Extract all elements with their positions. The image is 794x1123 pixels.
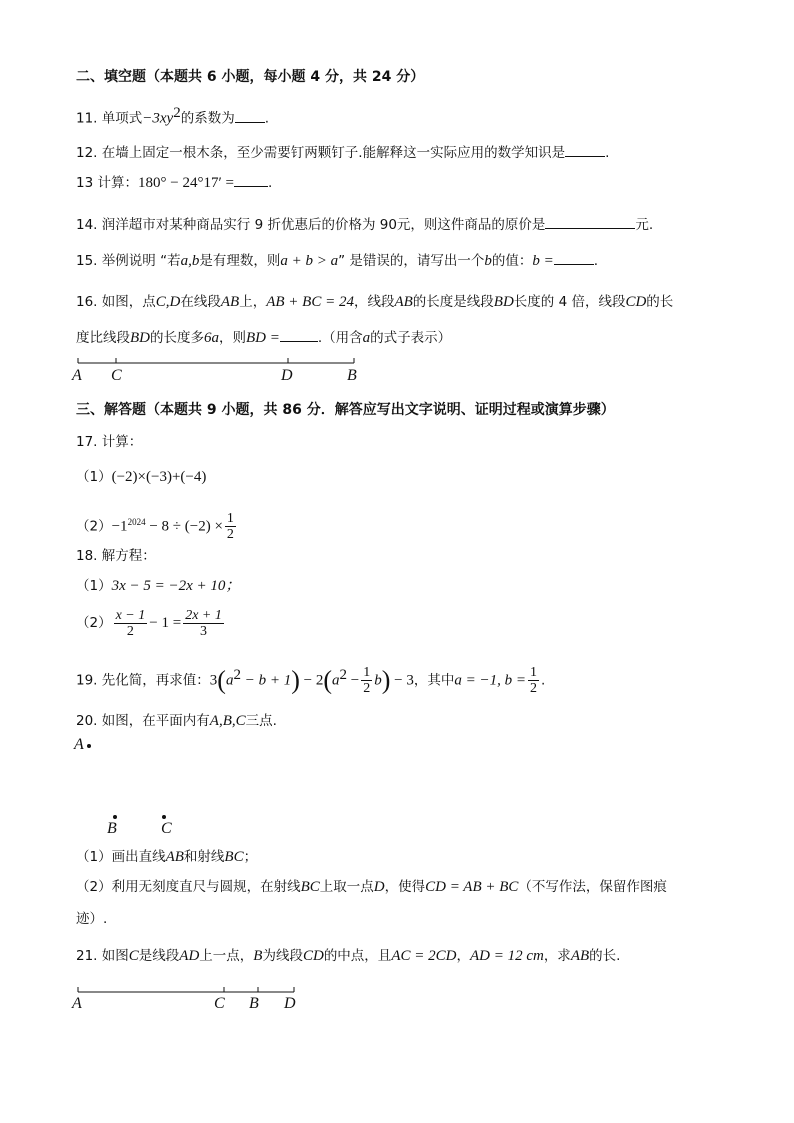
- q20-p2-text: 上取一点: [319, 879, 374, 895]
- left-paren: (: [323, 665, 333, 695]
- q13-number: 13: [76, 175, 94, 191]
- q19-cond-fraction: [528, 665, 539, 696]
- q21-point-c: C: [128, 948, 139, 964]
- q15-text-a: 举例说明 “若: [101, 253, 181, 269]
- q16-segment-ab: AB: [220, 294, 240, 310]
- q17-p2-a: −1: [111, 518, 128, 535]
- q12-number: 12.: [76, 145, 98, 161]
- question-18: [76, 547, 156, 565]
- q17-text: 计算：: [101, 434, 143, 450]
- fraction-denominator: 2: [126, 623, 134, 639]
- q11-text-b: 的系数为: [180, 110, 235, 127]
- q15-text-b: 是有理数，则: [199, 253, 281, 269]
- q17-part-1: [76, 468, 206, 486]
- q21-text: 的中点，且: [323, 948, 392, 964]
- q16-text: 的长度多: [150, 330, 204, 346]
- q11-number: 11.: [76, 110, 98, 127]
- question-17: [76, 433, 142, 451]
- q14-number: 14.: [76, 217, 98, 233]
- q17-p2-exp: 2024: [127, 517, 146, 527]
- q19-tail: .: [541, 672, 546, 689]
- q15-var-b: b: [484, 253, 492, 269]
- q14-text: 润洋超市对某种商品实行 9 折优惠后的价格为 90元，则这件商品的原价是: [101, 217, 546, 233]
- fraction-numerator: 1: [226, 511, 234, 526]
- q21-label-a: A: [72, 995, 82, 1012]
- q16-points-cd: C,D: [155, 294, 181, 310]
- section-3-title: 三、解答题（本题共 9 小题，共 86 分．解答应写出文字说明、证明过程或演算步骤）: [76, 402, 615, 418]
- q19-fraction: [361, 665, 372, 696]
- q16-text: .（用含: [317, 330, 363, 346]
- q17-number: 17.: [76, 434, 98, 450]
- q16-var-a: a: [362, 330, 371, 346]
- q19-exp: 2: [339, 667, 348, 683]
- q11-text-a: 单项式: [101, 110, 143, 127]
- q19-text: 先化简，再求值：: [101, 672, 210, 689]
- q20-line-ab: AB: [165, 849, 184, 865]
- q20-point-d: D: [373, 879, 385, 895]
- q13-expr: 180° − 24°17′ =: [137, 175, 234, 191]
- q16-segment-bd: BD: [130, 330, 150, 346]
- q16-text: 度比线段: [76, 330, 130, 346]
- q19-coef: 3: [209, 672, 218, 689]
- q20-p2-text: ，使得: [384, 879, 426, 895]
- q20-point-b: [113, 815, 117, 819]
- q17-p2-b: − 8 ÷ (−2) ×: [145, 518, 223, 535]
- q18-mid: − 1 =: [149, 615, 182, 631]
- q21-text: 为线段: [262, 948, 303, 964]
- q11-blank[interactable]: [235, 108, 265, 123]
- q16-text: 上，: [239, 294, 267, 310]
- question-16-line-2: [76, 327, 451, 347]
- q13-text: 计算：: [97, 175, 138, 191]
- q17-p2-label: （2）: [76, 518, 112, 535]
- question-14: [76, 214, 653, 234]
- q11-tail: .: [264, 110, 270, 127]
- q19-number: 19.: [76, 672, 98, 689]
- fraction-denominator: 2: [363, 681, 371, 696]
- q18-part-2: [76, 605, 226, 641]
- q20-label-a: A: [74, 736, 84, 753]
- q19-exp: 2: [233, 667, 241, 683]
- q11-expr: −3xy: [142, 110, 174, 127]
- q21-segment-figure: [74, 984, 304, 1000]
- q20-ray-bc: BC: [224, 849, 244, 865]
- q20-label-b: B: [107, 820, 117, 837]
- question-11: [76, 104, 269, 128]
- q15-number: 15.: [76, 253, 98, 269]
- q16-text: 如图，点: [101, 294, 156, 310]
- fraction-numerator: 1: [363, 665, 371, 680]
- q20-ray-bc: BC: [300, 879, 320, 895]
- q15-vars: a,b: [180, 253, 200, 269]
- q18-fraction-1: [114, 608, 148, 639]
- q12-tail: .: [605, 145, 610, 161]
- fraction-numerator: 2x + 1: [185, 607, 222, 623]
- q21-text: ，求: [543, 948, 571, 964]
- q19-coef: − 2: [299, 672, 324, 689]
- q21-text: ，: [456, 948, 470, 964]
- q19-var: a: [225, 672, 234, 689]
- q15-expr2: b =: [532, 253, 554, 269]
- q21-equation-1: AC = 2CD: [391, 948, 457, 964]
- q16-label-a: A: [72, 367, 82, 384]
- q20-p1-text: （1）画出直线: [76, 849, 166, 865]
- q11-exp: 2: [173, 105, 181, 121]
- q20-text: 三点.: [245, 713, 277, 729]
- question-16-line-1: [76, 293, 673, 311]
- q19-text: ，其中: [413, 672, 455, 689]
- q16-text: 的长度是线段: [412, 294, 494, 310]
- q18-text: 解方程：: [101, 548, 156, 564]
- q16-segment-bd: BD: [493, 294, 514, 310]
- q16-text: 长度的 4 倍，线段: [513, 294, 626, 310]
- q21-point-b: B: [253, 948, 263, 964]
- q21-text: 上一点，: [199, 948, 254, 964]
- fraction-denominator: 2: [530, 681, 537, 696]
- q18-number: 18.: [76, 548, 98, 564]
- q16-text: 的长: [646, 294, 674, 310]
- q20-points: A,B,C: [209, 713, 246, 729]
- q20-p2-text: （不写作法，保留作图痕: [518, 879, 667, 895]
- q21-text: 如图: [101, 948, 129, 964]
- q21-label-b: B: [249, 995, 259, 1012]
- question-13: [76, 172, 272, 192]
- q16-segment-ab: AB: [394, 294, 413, 310]
- q16-bd-eq: BD =: [246, 330, 280, 346]
- q16-blank[interactable]: [280, 327, 318, 342]
- q20-point-c: [162, 815, 166, 819]
- q13-tail: .: [267, 175, 273, 191]
- q20-part-1: [76, 848, 257, 866]
- q20-label-c: C: [161, 820, 172, 837]
- q20-p1-text: ；: [243, 849, 258, 865]
- q20-number: 20.: [76, 713, 98, 729]
- q21-label-d: D: [284, 995, 296, 1012]
- q21-equation-2: AD = 12 cm: [469, 948, 544, 964]
- q19-var: a: [332, 672, 340, 689]
- fraction-numerator: x − 1: [115, 607, 146, 623]
- q15-blank[interactable]: [554, 250, 594, 265]
- q15-text-d: 的值：: [491, 253, 533, 269]
- q20-text: 如图，在平面内有: [101, 713, 210, 729]
- question-15: [76, 250, 598, 270]
- q17-fraction: [225, 511, 236, 542]
- q15-tail: .: [593, 253, 599, 269]
- q21-number: 21.: [76, 948, 98, 964]
- q21-text: 是线段: [138, 948, 180, 964]
- q16-text: ，则: [219, 330, 246, 346]
- question-21: [76, 947, 620, 965]
- question-12: [76, 142, 609, 162]
- q17-part-2: [76, 505, 238, 542]
- q18-p2-label: （2）: [76, 615, 112, 631]
- question-19: [76, 657, 546, 696]
- q21-text: 的长.: [589, 948, 621, 964]
- fraction-numerator: 1: [530, 665, 537, 680]
- q21-label-c: C: [214, 995, 225, 1012]
- q20-p2-text: （2）利用无刻度直尺与圆规，在射线: [76, 879, 301, 895]
- fraction-denominator: 3: [200, 623, 208, 639]
- q19-term: − 3: [390, 672, 414, 689]
- q19-condition: a = −1, b =: [454, 672, 526, 689]
- q16-label-b: B: [347, 367, 357, 384]
- q16-equation: AB + BC = 24: [266, 294, 354, 310]
- q20-part-2-cont: 迹）.: [76, 911, 108, 927]
- q18-p1-label: （1）: [76, 578, 112, 594]
- q18-part-1: [76, 577, 240, 595]
- q16-label-c: C: [111, 367, 122, 384]
- q15-expr: a + b > a: [280, 253, 339, 269]
- q16-label-d: D: [281, 367, 293, 384]
- q13-blank[interactable]: [234, 172, 268, 187]
- q18-p1-expr: 3x − 5 = −2x + 10；: [111, 578, 241, 594]
- q16-text: ，线段: [353, 294, 395, 310]
- q12-text: 在墙上固定一根木条，至少需要钉两颗钉子.能解释这一实际应用的数学知识是: [101, 145, 566, 161]
- q17-p1-label: （1）: [76, 469, 112, 485]
- q19-var: b: [374, 672, 382, 689]
- q19-term: − b + 1: [240, 672, 292, 689]
- right-paren: ): [291, 665, 300, 695]
- q12-blank[interactable]: [565, 142, 605, 157]
- q21-segment-cd: CD: [302, 948, 324, 964]
- q20-part-2: [76, 878, 667, 896]
- q16-text: 的式子表示）: [370, 330, 452, 346]
- right-paren: ): [381, 665, 391, 695]
- q21-segment-ad: AD: [179, 948, 200, 964]
- fraction-denominator: 2: [226, 527, 234, 542]
- q21-segment-ab: AB: [570, 948, 590, 964]
- q20-equation: CD = AB + BC: [425, 879, 519, 895]
- q19-minus: −: [347, 672, 360, 689]
- q14-blank[interactable]: [545, 214, 635, 229]
- q16-text: 在线段: [180, 294, 221, 310]
- q14-tail: 元.: [635, 217, 654, 233]
- section-2-title: 二、填空题（本题共 6 小题，每小题 4 分，共 24 分）: [76, 69, 425, 85]
- q17-p1-expr: (−2)×(−3)+(−4): [111, 469, 207, 485]
- q20-p1-text: 和射线: [183, 849, 225, 865]
- q20-point-a: [87, 744, 91, 748]
- q16-number: 16.: [76, 294, 98, 310]
- q15-text-c: ” 是错误的，请写出一个: [338, 253, 485, 269]
- question-20: [76, 712, 277, 730]
- left-paren: (: [217, 665, 226, 695]
- q16-segment-cd: CD: [625, 294, 647, 310]
- q18-fraction-2: [183, 608, 224, 639]
- q16-6a: 6a: [204, 330, 219, 346]
